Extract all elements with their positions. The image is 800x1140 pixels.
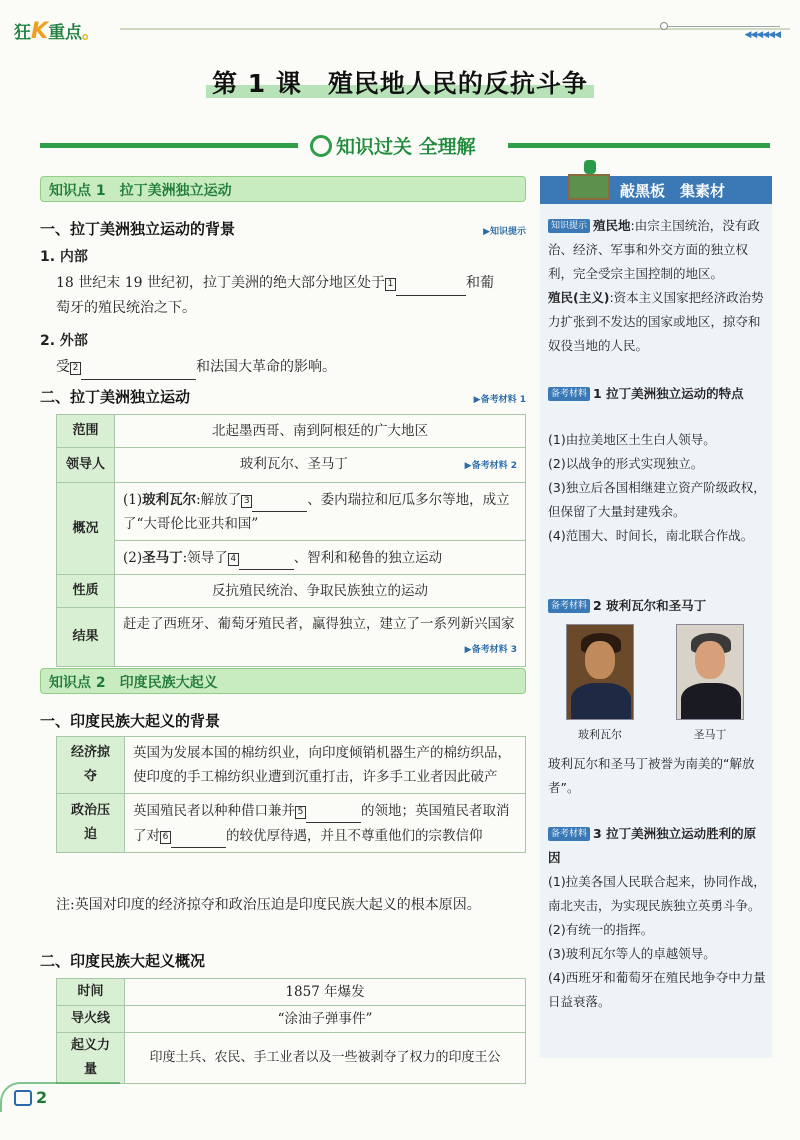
blank-5[interactable]: [306, 798, 361, 823]
refresh-icon: [310, 135, 332, 157]
cell-political: 英国殖民者以种种借口兼并 5 的领地；英国殖民者取消了对 6 的较优厚待遇，并且不尊重他们的宗教信仰: [125, 794, 526, 853]
table-row: [57, 575, 526, 608]
knowledge-point-1-title: 知识点 1 拉丁美洲独立运动: [40, 176, 526, 202]
header-decoration: [660, 20, 780, 38]
outer-paragraph: 受 2 和法国大革命的影响。: [56, 354, 526, 380]
cell-time: 1857 年爆发: [125, 979, 526, 1006]
knowledge-point-2-title: 知识点 2 印度民族大起义: [40, 668, 526, 694]
brand-dot: 。: [82, 23, 100, 43]
cell-overview-1: (1)玻利瓦尔:解放了 3 、委内瑞拉和厄瓜多尔等地，成立了“大哥伦比亚共和国”: [115, 483, 526, 541]
inner-paragraph: 18 世纪末 19 世纪初，拉丁美洲的绝大部分地区处于 1 和葡 萄牙的殖民统治之下。: [56, 270, 526, 321]
table-row: [57, 794, 526, 853]
row-header-fuse: 导火线: [57, 1006, 125, 1033]
circle-icon: [660, 22, 668, 30]
blank-number-1: 1: [385, 278, 396, 291]
material-tag-1[interactable]: ▶备考材料 1: [473, 395, 526, 405]
cell-economic: 英国为发展本国的棉纺织业，向印度倾销机器生产的棉纺织品，使印度的手工棉纺织业遭到沉重打击，许多手工业者因此破产: [125, 737, 526, 794]
blank-number-4: 4: [228, 553, 239, 566]
material-tag-3[interactable]: ▶备考材料 3: [464, 645, 517, 655]
row-header-time: 时间: [57, 979, 125, 1006]
table-row: [57, 737, 526, 794]
material-3-title: 备考材料 3 拉丁美洲独立运动胜利的原因: [548, 826, 757, 865]
blank-number-5: 5: [295, 806, 306, 819]
page-number: 2: [36, 1088, 48, 1107]
table-row: [57, 448, 526, 483]
brand-logo: [14, 18, 99, 44]
section-banner: [40, 132, 770, 158]
material-badge: 备考材料: [548, 599, 590, 613]
india-overview-table: [56, 978, 526, 1084]
colonialism-definition: 殖民(主义):资本主义国家把经济政治势力扩张到不发达的国家或地区，掠夺和奴役当地的人民。: [548, 290, 764, 353]
table-row: [57, 608, 526, 667]
outer-title: 2. 外部: [40, 333, 88, 349]
row-header-economic: 经济掠夺: [57, 737, 125, 794]
row-header-overview: 概况: [57, 483, 115, 575]
knowledge-tip-badge: 知识提示: [548, 219, 590, 233]
san-martin-portrait: [676, 624, 744, 720]
row-header-political: 政治压迫: [57, 794, 125, 853]
row-header-nature: 性质: [57, 575, 115, 608]
row-header-leader: 领导人: [57, 448, 115, 483]
cell-nature: 反抗殖民统治、争取民族独立的运动: [115, 575, 526, 608]
blank-number-2: 2: [70, 362, 81, 375]
kp2-section2-title: 二、印度民族大起义概况: [40, 952, 206, 970]
sidebar-title: 敲黑板 集素材: [540, 176, 772, 204]
list-item: (4)西班牙和葡萄牙在殖民地争夺中力量日益衰落。: [548, 970, 766, 1009]
table-row: [57, 483, 526, 541]
table-row: [57, 541, 526, 575]
material-tag-2[interactable]: ▶备考材料 2: [464, 461, 517, 471]
brand-text-b: 重点: [48, 23, 83, 43]
arrows-icon: ◀◀◀◀◀◀: [744, 30, 780, 40]
table-row: [57, 1033, 526, 1084]
blank-number-3: 3: [241, 495, 252, 508]
brand-text-a: 狂: [14, 23, 31, 43]
material-3-list: [548, 870, 766, 1014]
latin-america-table: [56, 414, 526, 667]
cell-leader: 玻利瓦尔、圣马丁 ▶备考材料 2: [115, 448, 526, 483]
list-item: (4)范围大、时间长，南北联合作战。: [548, 528, 754, 543]
book-icon: [14, 1090, 32, 1106]
material-2-text: 玻利瓦尔和圣马丁被誉为南美的“解放者”。: [548, 756, 755, 795]
blackboard-icon: [568, 160, 614, 204]
cell-overview-2: (2)圣马丁:领导了 4 、智利和秘鲁的独立运动: [115, 541, 526, 575]
san-martin-caption: 圣马丁: [693, 728, 727, 741]
colony-definition: 知识提示 殖民地:由宗主国统治，没有政治、经济、军事和外交方面的独立权利，完全受宗主国控制的地区。: [548, 218, 760, 281]
lesson-title: 第 1 课 殖民地人民的反抗斗争: [0, 64, 800, 100]
row-header-force: 起义力量: [57, 1033, 125, 1084]
material-badge: 备考材料: [548, 827, 590, 841]
cell-force: 印度土兵、农民、手工业者以及一些被剥夺了权力的印度王公: [125, 1033, 526, 1084]
blank-1[interactable]: [396, 270, 466, 296]
list-item: (3)独立后各国相继建立资产阶级政权，但保留了大量封建残余。: [548, 480, 766, 519]
cell-result: 赶走了西班牙、葡萄牙殖民者，赢得独立，建立了一系列新兴国家 ▶备考材料 3: [115, 608, 526, 667]
material-1-list: [548, 428, 766, 548]
banner-text: 知识过关 全理解: [336, 136, 476, 158]
table-row: [57, 1006, 526, 1033]
cell-fuse: “涂油子弹事件”: [125, 1006, 526, 1033]
blank-3[interactable]: [252, 487, 307, 512]
blank-4[interactable]: [239, 545, 294, 570]
list-item: (3)玻利瓦尔等人的卓越领导。: [548, 946, 716, 961]
row-header-scope: 范围: [57, 415, 115, 448]
kp1-section2-title: 二、拉丁美洲独立运动: [40, 388, 191, 406]
material-1-title: 备考材料 1 拉丁美洲独立运动的特点: [548, 382, 766, 406]
list-item: (2)有统一的指挥。: [548, 922, 654, 937]
material-badge: 备考材料: [548, 387, 590, 401]
brand-text-k: K: [31, 19, 49, 44]
india-background-table: [56, 736, 526, 853]
knowledge-tip-tag[interactable]: ▶知识提示: [483, 227, 526, 237]
cell-scope: 北起墨西哥、南到阿根廷的广大地区: [115, 415, 526, 448]
blank-2[interactable]: [81, 354, 196, 380]
kp1-section1-title: 一、拉丁美洲独立运动的背景: [40, 220, 236, 238]
material-2-title: 备考材料 2 玻利瓦尔和圣马丁: [548, 594, 766, 618]
bolivar-caption: 玻利瓦尔: [578, 728, 622, 741]
list-item: (1)由拉美地区土生白人领导。: [548, 432, 716, 447]
row-header-result: 结果: [57, 608, 115, 667]
bolivar-portrait: [566, 624, 634, 720]
kp2-section1-title: 一、印度民族大起义的背景: [40, 712, 221, 730]
blank-number-6: 6: [160, 831, 171, 844]
table-row: [57, 415, 526, 448]
blank-6[interactable]: [171, 823, 226, 848]
list-item: (1)拉美各国人民联合起来，协同作战，南北夹击，为实现民族独立英勇斗争。: [548, 874, 766, 913]
inner-title: 1. 内部: [40, 249, 88, 265]
table-row: [57, 979, 526, 1006]
list-item: (2)以战争的形式实现独立。: [548, 456, 704, 471]
note-text: 注:英国对印度的经济掠夺和政治压迫是印度民族大起义的根本原因。: [56, 897, 481, 913]
